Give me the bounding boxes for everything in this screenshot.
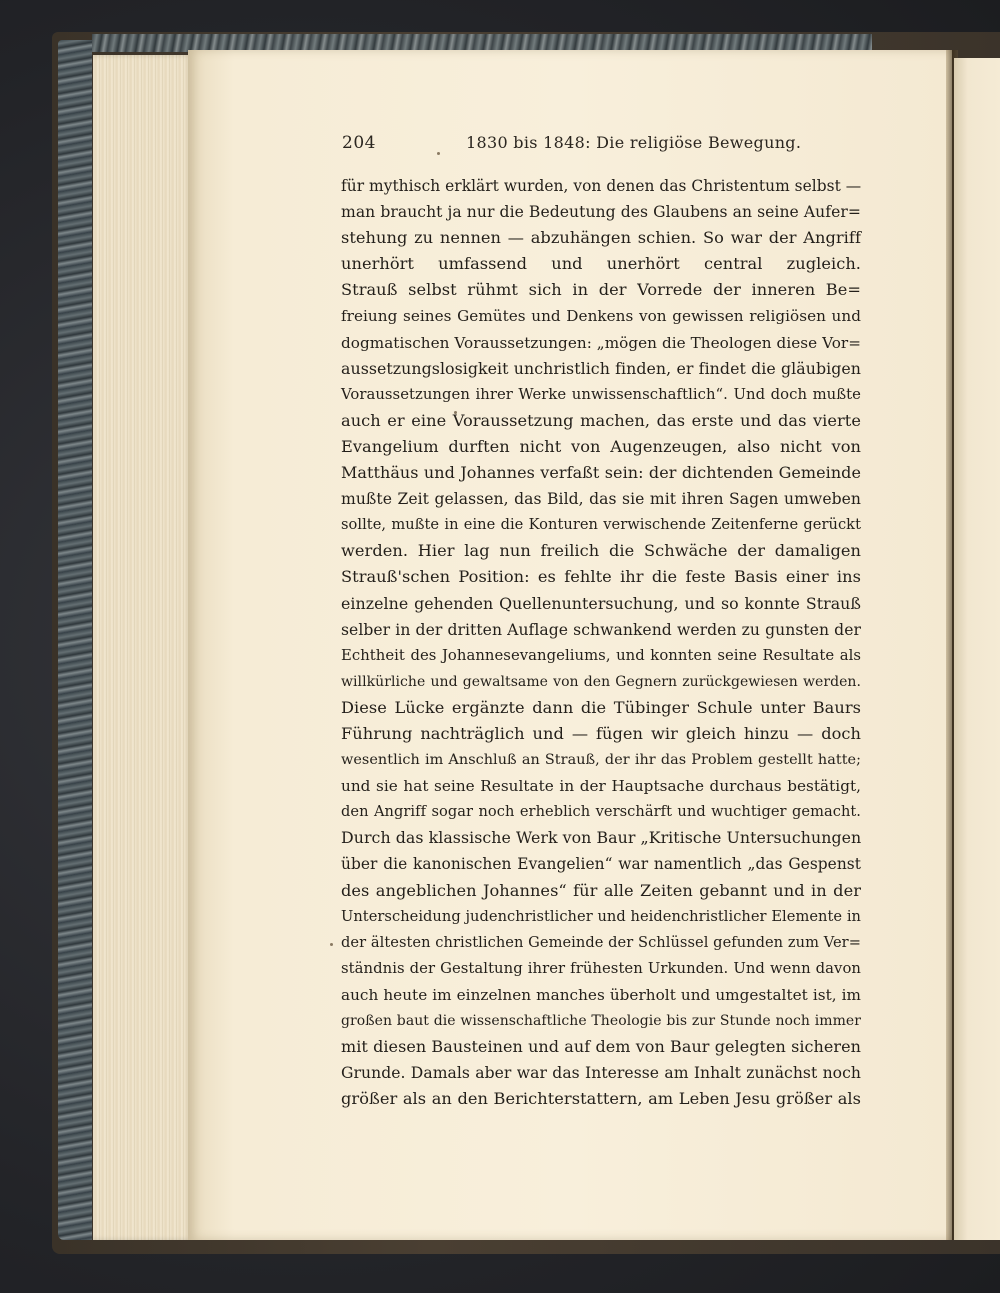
text-line: über die kanonischen Evangelien“ war namentlich „das Gespenst (341, 855, 861, 874)
text-line: Evangelium durften nicht von Augenzeugen, also nicht von (341, 436, 861, 456)
text-line: großen baut die wissenschaftliche Theologie bis zur Stunde noch immer (341, 1013, 861, 1029)
text-line: größer als an den Berichterstattern, am Leben Jesu größer als (341, 1089, 861, 1109)
text-line: selber in der dritten Auflage schwankend werden zu gunsten der (341, 620, 861, 639)
text-line: ständnis der Gestaltung ihrer frühesten Urkunden. Und wenn davon (341, 959, 861, 977)
text-line: stehung zu nennen — abzuhängen schien. So war der Angriff (341, 228, 861, 248)
text-line: einzelne gehenden Quellenuntersuchung, und so konnte Strauß (341, 593, 861, 613)
text-line: sollte, mußte in eine die Konturen verwischende Zeitenferne gerückt (341, 516, 861, 534)
page-header (342, 133, 862, 157)
text-line: willkürliche und gewaltsame von den Gegnern zurückgewiesen werden. (341, 673, 861, 690)
text-line: Grunde. Damals aber war das Interesse am Inhalt zunächst noch (341, 1064, 861, 1083)
text-line: Durch das klassische Werk von Baur „Kritische Untersuchungen (341, 828, 862, 848)
text-line: werden. Hier lag nun freilich die Schwäche der damaligen (341, 541, 861, 561)
text-line: des angeblichen Johannes“ für alle Zeiten gebannt und in der (341, 880, 861, 900)
text-line: Führung nachträglich und — fügen wir gleich hinzu — doch (341, 723, 861, 743)
text-line: Diese Lücke ergänzte dann die Tübinger Schule unter Baurs (341, 697, 861, 717)
text-line: man braucht ja nur die Bedeutung des Glaubens an seine Aufer= (341, 203, 861, 222)
speck (330, 943, 333, 946)
text-line: und sie hat seine Resultate in der Hauptsache durchaus bestätigt, (341, 777, 861, 796)
text-line: wesentlich im Anschluß an Strauß, der ihr das Problem gestellt hatte; (341, 752, 861, 769)
text-line: der ältesten christlichen Gemeinde der Schlüssel gefunden zum Ver= (341, 933, 861, 951)
text-line: freiung seines Gemütes und Denkens von gewissen religiösen und (341, 307, 861, 326)
text-line: Voraussetzungen ihrer Werke unwissenschaftlich“. Und doch mußte (341, 385, 861, 403)
text-line: auch heute im einzelnen manches überholt und umgestaltet ist, im (341, 985, 861, 1004)
facing-page-edge (954, 58, 1000, 1240)
text-line: unerhört umfassend und unerhört central zugleich. (341, 254, 861, 274)
text-line: den Angriff sogar noch erheblich verschärft und wuchtiger gemacht. (341, 803, 861, 821)
text-line: Strauß selbst rühmt sich in der Vorrede der inneren Be= (341, 280, 861, 300)
text-line: Strauß'schen Position: es fehlte ihr die feste Basis einer ins (341, 567, 861, 587)
marbled-endpaper (58, 40, 92, 1240)
page-edges (93, 55, 193, 1240)
text-line: auch er eine Voraussetzung machen, das erste und das vierte (341, 410, 861, 430)
text-line: Matthäus und Johannes verfaßt sein: der dichtenden Gemeinde (341, 463, 861, 483)
text-line: aussetzungslosigkeit unchristlich finden, er findet die gläubigen (341, 358, 861, 378)
speck (437, 152, 440, 155)
text-line: dogmatischen Voraussetzungen: „mögen die Theologen diese Vor= (341, 333, 861, 352)
text-line: mit diesen Bausteinen und auf dem von Baur gelegten sicheren (341, 1037, 861, 1057)
page-number: 204 (342, 133, 376, 153)
text-line: für mythisch erklärt wurden, von denen das Christentum selbst — (341, 177, 862, 195)
body-text (341, 173, 861, 1112)
text-line: Echtheit des Johannesevangeliums, und konnten seine Resultate als (341, 646, 861, 664)
text-line: Unterscheidung judenchristlicher und heidenchristlicher Elemente in (341, 907, 861, 925)
text-line: mußte Zeit gelassen, das Bild, das sie mit ihren Sagen umweben (341, 490, 861, 509)
running-head: 1830 bis 1848: Die religiöse Bewegung. (466, 133, 802, 152)
